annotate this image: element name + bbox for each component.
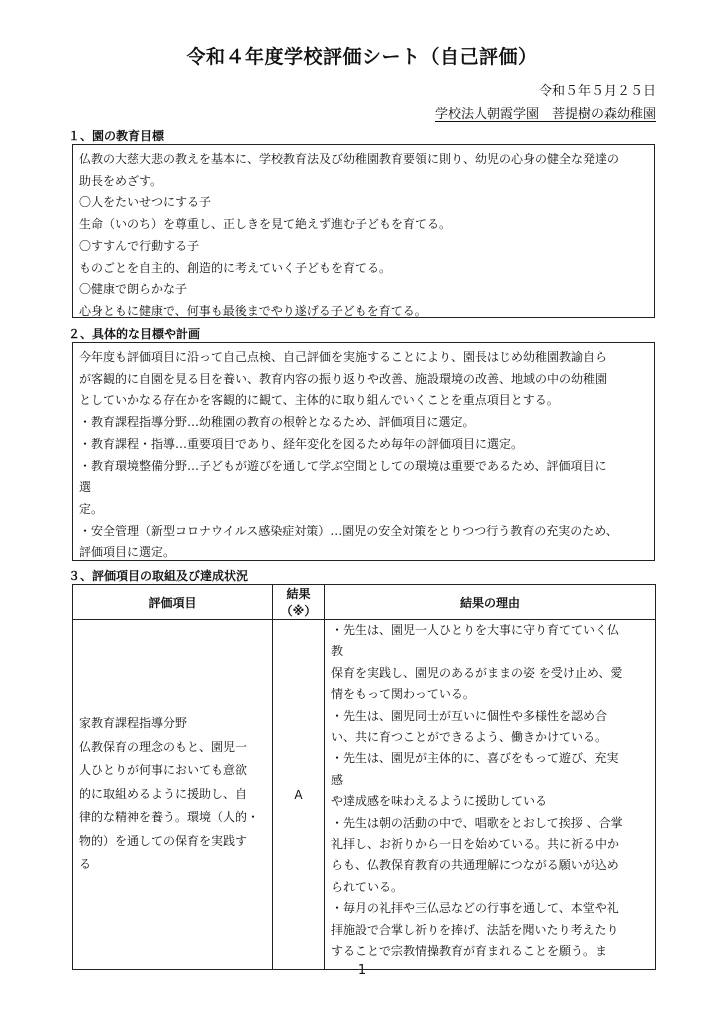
text-line: 〇人をたいせつにする子 bbox=[79, 195, 212, 210]
text-line: 人ひとりが何事においても意欲 bbox=[79, 763, 248, 778]
text-line: ・先生は、園児が主体的に、喜びをもって遊び、充実 bbox=[331, 751, 619, 766]
education-goals-text bbox=[79, 149, 648, 323]
organization-name: 学校法人朝霞学園 菩提樹の森幼稚園 bbox=[434, 107, 656, 122]
evaluation-item-cell bbox=[73, 620, 273, 970]
text-line: ・先生は、園児一人ひとりを大事に守り育てていく仏 bbox=[331, 623, 620, 637]
document-title: 令和４年度学校評価シート（自己評価） bbox=[186, 46, 538, 68]
text-line: ・教育課程指導分野…幼稚園の教育の根幹となるため、評価項目に選定。 bbox=[79, 415, 475, 430]
text-line: 的に取組めるように援助し、自 bbox=[79, 786, 248, 801]
evaluation-item-text bbox=[79, 712, 266, 877]
table-header-row bbox=[73, 585, 656, 620]
header-evaluation-item: 評価項目 bbox=[73, 585, 273, 620]
goals-plans-box bbox=[72, 342, 655, 561]
text-line: としていかなる存在かを客観的に観て、主体的に取り組んでいくことを重点項目とする。 bbox=[79, 393, 559, 408]
text-line: ・安全管理（新型コロナウイルス感染症対策）…園児の安全対策をとりつつ行う教育の充実のため、 bbox=[79, 523, 618, 538]
reason-text bbox=[331, 620, 649, 963]
text-line: 今年度も評価項目に沿って自己点検、自己評価を実施することにより、園長はじめ幼稚園教諭自ら bbox=[79, 350, 608, 364]
education-goals-box bbox=[72, 144, 655, 318]
evaluation-table bbox=[72, 584, 656, 970]
text-line: することで宗教情操教育が育まれることを願う。ま bbox=[331, 944, 608, 959]
header-result: 結果（※） bbox=[273, 585, 325, 620]
text-line: 選 bbox=[79, 480, 92, 495]
table-row bbox=[73, 620, 656, 970]
text-line: られている。 bbox=[331, 879, 404, 894]
section2-heading: ２、具体的な目標や計画 bbox=[68, 327, 201, 341]
text-line: 助長をめざす。 bbox=[79, 173, 163, 188]
text-line: 感 bbox=[331, 772, 344, 787]
text-line: 生命（いのち）を尊重し、正しきを見て絶えず進む子どもを育てる。 bbox=[79, 217, 452, 232]
goals-plans-text bbox=[79, 347, 648, 564]
text-line: 情をもって関わっている。 bbox=[331, 687, 475, 702]
text-line: らも、仏教保育教育の共通理解につながる願いが込め bbox=[331, 858, 619, 873]
text-line: る bbox=[79, 857, 92, 872]
text-line: 〇健康で朗らかな子 bbox=[79, 282, 188, 297]
text-line: ・教育環境整備分野…子どもが遊びを通して学ぶ空間としての環境は重要であるため、評価項目に bbox=[79, 458, 607, 473]
result-cell: A bbox=[273, 620, 325, 970]
document-date: 令和５年５月２５日 bbox=[538, 84, 656, 99]
section1-heading: １、園の教育目標 bbox=[68, 129, 165, 143]
text-line: ・毎月の礼拝や三仏忌などの行事を通して、本堂や礼 bbox=[331, 901, 619, 916]
text-line: い、共に育つことができるよう、働きかけている。 bbox=[331, 730, 608, 745]
text-line: 仏教の大慈大悲の教えを基本に、学校教育法及び幼稚園教育要領に則り、幼児の心身の健全な発達の bbox=[79, 152, 620, 166]
text-line: が客観的に自園を見る目を養い、教育内容の振り返りや改善、施設環境の改善、地域の中の幼稚園 bbox=[79, 371, 608, 386]
text-line: 礼拝し、お祈りから一日を始めている。共に祈る中か bbox=[331, 837, 620, 852]
text-line: 定。 bbox=[79, 501, 104, 516]
header-reason: 結果の理由 bbox=[325, 585, 656, 620]
page-number: 1 bbox=[357, 963, 367, 978]
text-line: 家教育課程指導分野 bbox=[79, 716, 188, 731]
text-line: 保育を実践し、園児のあるがままの姿 を受け止め、愛 bbox=[331, 665, 623, 680]
text-line: 心身ともに健康で、何事も最後までやり遂げる子どもを育てる。 bbox=[79, 303, 427, 318]
text-line: ・教育課程・指導…重要項目であり、経年変化を図るため毎年の評価項目に選定。 bbox=[79, 436, 524, 451]
text-line: 仏教保育の理念のもと、園児一 bbox=[79, 739, 248, 754]
text-line: や達成感を味わえるように援助している bbox=[331, 794, 548, 809]
text-line: 〇すすんで行動する子 bbox=[79, 238, 200, 253]
text-line: ものごとを自主的、創造的に考えていく子どもを育てる。 bbox=[79, 260, 392, 275]
reason-cell bbox=[325, 620, 656, 970]
text-line: 物的）を通しての保育を実践す bbox=[79, 833, 248, 848]
text-line: ・先生は、園児同士が互いに個性や多様性を認め合 bbox=[331, 708, 608, 723]
text-line: ・先生は朝の活動の中で、唱歌をとおして挨拶 、合掌 bbox=[331, 815, 623, 830]
text-line: 評価項目に選定。 bbox=[79, 545, 176, 560]
text-line: 拝施設で合掌し祈りを捧げ、法話を聞いたり考えたり bbox=[331, 922, 619, 937]
text-line: 律的な精神を養う。環境（人的・ bbox=[79, 810, 260, 825]
text-line: 教 bbox=[331, 644, 344, 659]
section3-heading: ３、評価項目の取組及び達成状況 bbox=[68, 569, 249, 583]
